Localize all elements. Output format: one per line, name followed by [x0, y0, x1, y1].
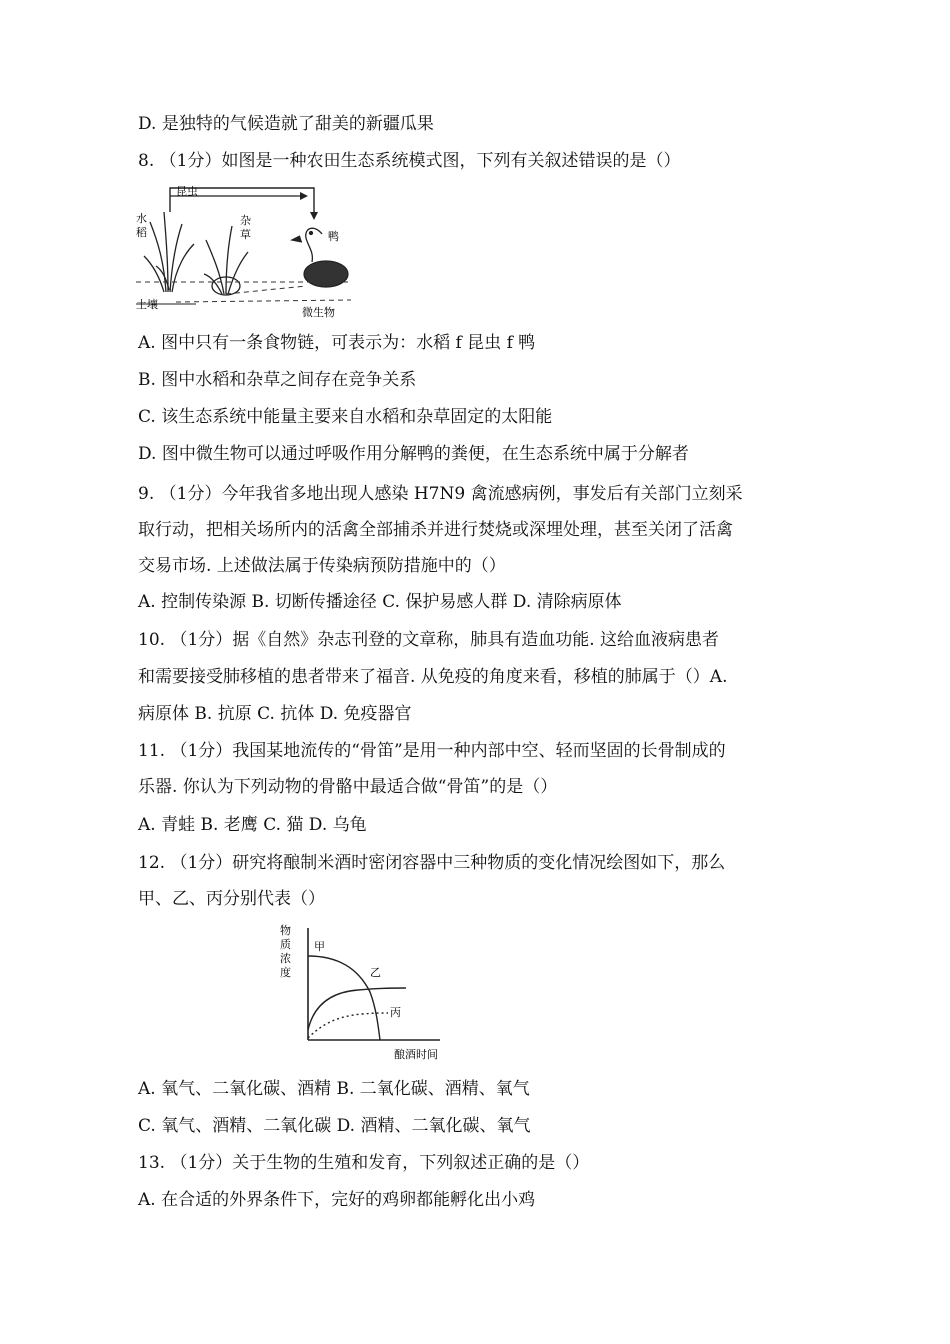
fig1-rice-label-1: 水 [136, 212, 147, 225]
fig2-xlabel: 酿酒时间 [394, 1048, 438, 1061]
fig1-weed-label-2: 草 [240, 228, 251, 241]
fig2-ylabel-3: 浓 [280, 952, 291, 965]
question-11-options: A. 青蛙 B. 老鹰 C. 猫 D. 乌龟 [138, 815, 367, 835]
question-9-options: A. 控制传染源 B. 切断传播途径 C. 保护易感人群 D. 清除病原体 [138, 592, 622, 612]
fig2-ylabel-1: 物 [280, 924, 291, 937]
fig1-insect-label: 昆虫 [176, 185, 198, 198]
option-7d: D. 是独特的气候造就了甜美的新疆瓜果 [138, 114, 434, 134]
question-12-options-2: C. 氧气、酒精、二氧化碳 D. 酒精、二氧化碳、氧气 [138, 1116, 531, 1136]
question-9-stem-1: 9. （1分）今年我省多地出现人感染 H7N9 禽流感病例，事发后有关部门立刻采 [138, 484, 743, 504]
fig2-ylabel-2: 质 [280, 938, 291, 951]
question-11-stem-1: 11. （1分）我国某地流传的“骨笛”是用一种内部中空、轻而坚固的长骨制成的 [138, 741, 726, 761]
fig1-microbe-label: 微生物 [302, 306, 335, 319]
option-13a: A. 在合适的外界条件下，完好的鸡卵都能孵化出小鸡 [138, 1190, 536, 1210]
option-8b: B. 图中水稻和杂草之间存在竞争关系 [138, 370, 417, 390]
question-10-stem-1: 10. （1分）据《自然》杂志刊登的文章称，肺具有造血功能. 这给血液病患者 [138, 630, 720, 650]
fig2-series-jia: 甲 [314, 940, 325, 953]
option-8c: C. 该生态系统中能量主要来自水稻和杂草固定的太阳能 [138, 407, 553, 427]
fig1-weed-label-1: 杂 [240, 214, 251, 227]
question-8-stem: 8. （1分）如图是一种农田生态系统模式图，下列有关叙述错误的是（） [138, 151, 681, 171]
ecosystem-figure [136, 182, 356, 322]
fig1-soil-label: 土壤 [136, 298, 158, 311]
question-9-stem-2: 取行动，把相关场所内的活禽全部捕杀并进行焚烧或深埋处理，甚至关闭了活禽 [138, 520, 733, 540]
question-13-stem: 13. （1分）关于生物的生殖和发育，下列叙述正确的是（） [138, 1153, 590, 1173]
fig1-duck-label: 鸭 [328, 230, 339, 243]
fig1-rice-label-2: 稻 [136, 226, 147, 239]
question-12-stem-1: 12. （1分）研究将酿制米酒时密闭容器中三种物质的变化情况绘图如下，那么 [138, 853, 726, 873]
fig2-ylabel-4: 度 [280, 966, 291, 979]
fig2-series-bing: 丙 [390, 1006, 401, 1019]
question-10-options: 病原体 B. 抗原 C. 抗体 D. 免疫器官 [138, 704, 412, 724]
option-8d: D. 图中微生物可以通过呼吸作用分解鸭的粪便，在生态系统中属于分解者 [138, 444, 689, 464]
question-9-stem-3: 交易市场. 上述做法属于传染病预防措施中的（） [138, 556, 506, 576]
fig2-series-yi: 乙 [370, 966, 381, 979]
option-8a: A. 图中只有一条食物链，可表示为：水稻 f 昆虫 f 鸭 [138, 333, 536, 353]
concentration-figure [278, 920, 458, 1070]
question-10-stem-2: 和需要接受肺移植的患者带来了福音. 从免疫的角度来看，移植的肺属于（）A. [138, 667, 728, 687]
question-12-options-1: A. 氧气、二氧化碳、酒精 B. 二氧化碳、酒精、氧气 [138, 1079, 530, 1099]
question-11-stem-2: 乐器. 你认为下列动物的骨骼中最适合做“骨笛”的是（） [138, 777, 558, 797]
question-12-stem-2: 甲、乙、丙分别代表（） [138, 889, 325, 909]
